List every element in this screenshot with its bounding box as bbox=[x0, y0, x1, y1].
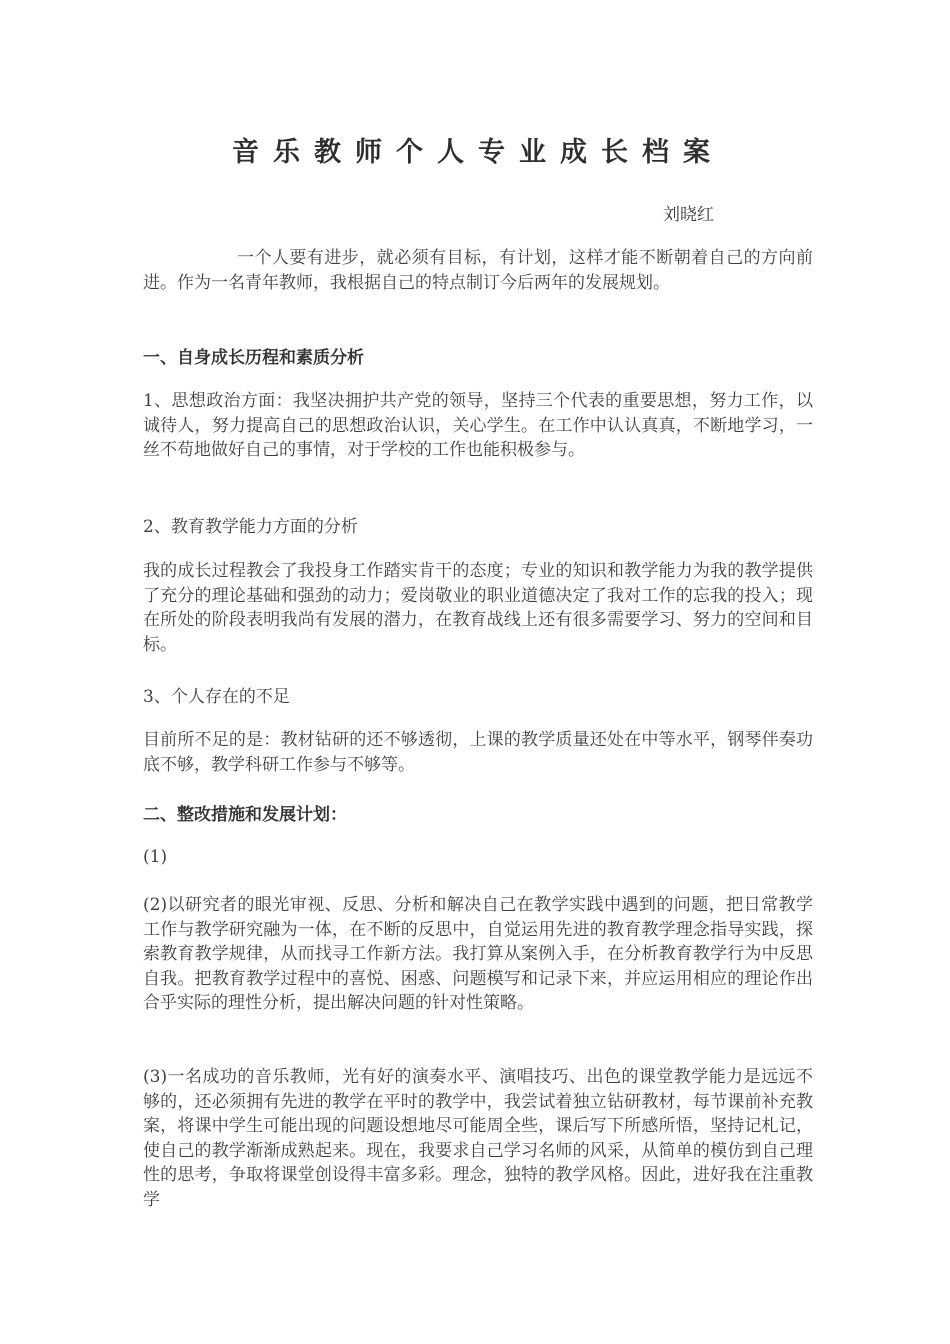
section-heading-2: 二、整改措施和发展计划： bbox=[143, 805, 347, 825]
document-title: 音乐教师个人专业成长档案 bbox=[232, 137, 724, 168]
author-name: 刘晓红 bbox=[663, 205, 714, 225]
item-1-paragraph: 1、思想政治方面：我坚决拥护共产党的领导，坚持三个代表的重要思想，努力工作，以诚待人，努力提高自己的思想政治认识，关心学生。在工作中认认真真，不断地学习，一丝不苟地做好自己的事情，对于学校的工作也能积极参与。 bbox=[143, 391, 813, 460]
item-3-heading: 3、个人存在的不足 bbox=[143, 687, 290, 707]
plan-3-paragraph: (3)一名成功的音乐教师，光有好的演奏水平、演唱技巧、出色的课堂教学能力是远远不够的，还必须拥有先进的教学在平时的教学中，我尝试着独立钻研教材，每节课前补充教案，将课中学生可能出现的问题设想地尽可能周全些，课后写下所感所悟，坚持记札记，使自己的教学渐渐成熟起来。现在，我要求自己学习名师的风采，从简单的模仿到自己理性的思考，争取将课堂创设得丰富多彩。理念，独特的教学风格。因此，进好我在注重教学 bbox=[143, 1067, 813, 1210]
plan-1: (1) bbox=[143, 847, 168, 867]
section-heading-1: 一、自身成长历程和素质分析 bbox=[143, 348, 364, 368]
item-3-paragraph: 目前所不足的是：教材钻研的还不够透彻，上课的教学质量还处在中等水平，钢琴伴奏功底不够，教学科研工作参与不够等。 bbox=[143, 730, 813, 775]
item-2-paragraph: 我的成长过程教会了我投身工作踏实肯干的态度；专业的知识和教学能力为我的教学提供了充分的理论基础和强劲的动力；爱岗敬业的职业道德决定了我对工作的忘我的投入；现在所处的阶段表明我尚有发展的潜力，在教育战线上还有很多需要学习、努力的空间和目标。 bbox=[143, 561, 813, 655]
plan-2-paragraph: (2)以研究者的眼光审视、反思、分析和解决自己在教学实践中遇到的问题，把日常教学工作与教学研究融为一体，在不断的反思中，自觉运用先进的教育教学理念指导实践，探索教育教学规律，从而找寻工作新方法。我打算从案例入手，在分析教育教学行为中反思自我。把教育教学过程中的喜悦、困惑、问题模写和记录下来，并应运用相应的理论作出合乎实际的理性分析，提出解决问题的针对性策略。 bbox=[143, 895, 813, 1013]
item-2-heading: 2、教育教学能力方面的分析 bbox=[143, 517, 358, 537]
intro-paragraph: 一个人要有进步，就必须有目标，有计划，这样才能不断朝着自己的方向前进。作为一名青年教师，我根据自己的特点制订今后两年的发展规划。 bbox=[143, 248, 813, 293]
